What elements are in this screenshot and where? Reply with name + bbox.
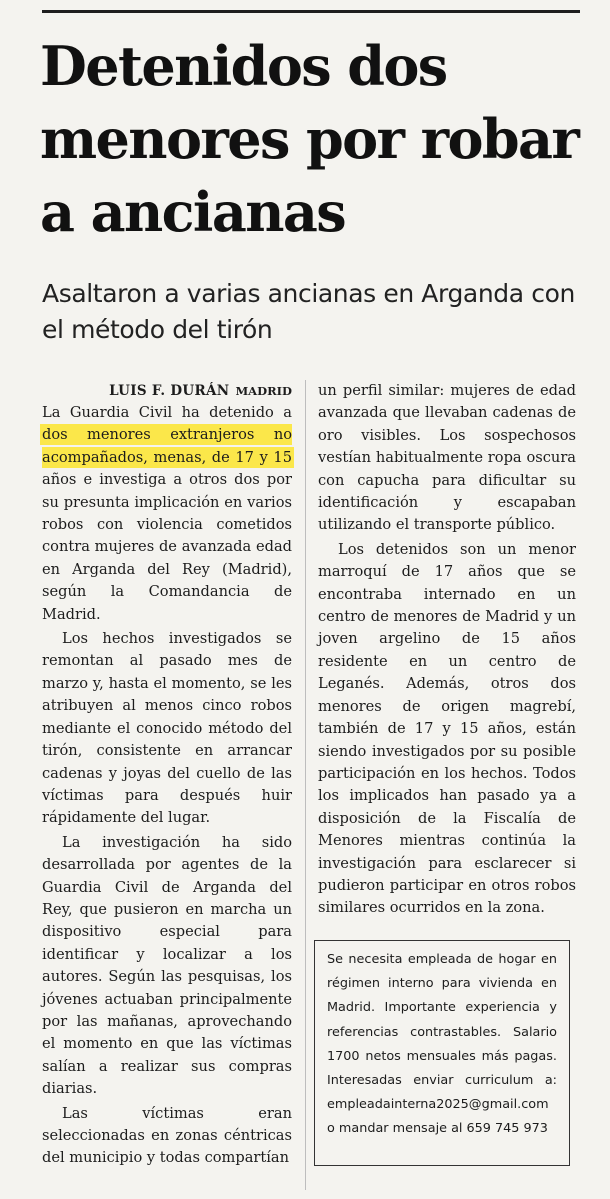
- byline: [42, 380, 292, 402]
- paragraph-1-rest: años e investiga a otros dos por su presunta implicación en varios robos con violencia cometidos contra mujeres de avanzada edad en Arganda del Rey (Madrid), según la Comandancia de Madrid.: [42, 471, 292, 623]
- paragraph-2: Los hechos investigados se remontan al pasado mes de marzo y, hasta el momento, se les atribuyen al menos cinco robos mediante el conocido método del tirón, consistente en arrancar cadenas y joyas del cuello de las víctimas para después huir rápidamente del lugar.: [42, 630, 292, 827]
- classified-ad: [314, 940, 570, 1166]
- paragraph-1: [42, 402, 292, 626]
- paragraph-4-continued: un perfil similar: mujeres de edad avanzada que llevaban cadenas de oro visibles. Los sospechosos vestían habitualmente ropa oscura con capucha para dificultar su identificación y escapaban utilizando el transporte público.: [318, 382, 576, 534]
- article-column-right: [318, 380, 576, 920]
- headline: Detenidos dos menores por robar a ancianas: [40, 34, 579, 244]
- column-divider: [305, 380, 306, 1190]
- classified-ad-text: Se necesita empleada de hogar en régimen interno para vivienda en Madrid. Importante experiencia y referencias contrastables. Salario 1700 netos mensuales más pagas. Interesadas enviar curriculum a: empleadainterna2025@gmail.com o mandar mensaje al 659 745 973: [327, 952, 557, 1137]
- paragraph-5: Los detenidos son un menor marroquí de 17 años que se encontraba internado en un centro de menores de Madrid y un joven argelino de 15 años residente en un centro de Leganés. Además, otros dos menores de origen magrebí, también de 17 y 15 años, están siendo investigados por su posible participación en los hechos. Todos los implicados han pasado ya a disposición de la Fiscalía de Menores mientras continúa la investigación para esclarecer si pudieron participar en otros robos similares ocurridos en la zona.: [318, 540, 576, 917]
- byline-author: LUIS F. DURÁN: [109, 383, 230, 399]
- paragraph-1-intro: La Guardia Civil ha detenido a: [42, 404, 292, 421]
- paragraph-4: Las víctimas eran seleccionadas en zonas céntricas del municipio y todas compartían: [42, 1104, 292, 1167]
- highlighted-text: dos menores extranjeros no acompañados, menas, de 17 y 15: [42, 426, 292, 466]
- top-rule: [42, 10, 580, 13]
- article-column-left: [42, 380, 292, 1170]
- byline-city: MADRID: [235, 384, 292, 398]
- paragraph-3: La investigación ha sido desarrollada por agentes de la Guardia Civil de Arganda del Rey, que pusieron en marcha un dispositivo especial para identificar y localizar a los autores. Según las pesquisas, los jóvenes actuaban principalmente por las mañanas, aprovechando el momento en que las víctimas salían a realizar sus compras diarias.: [42, 833, 292, 1098]
- subtitle: Asaltaron a varias ancianas en Arganda con el método del tirón: [42, 279, 575, 344]
